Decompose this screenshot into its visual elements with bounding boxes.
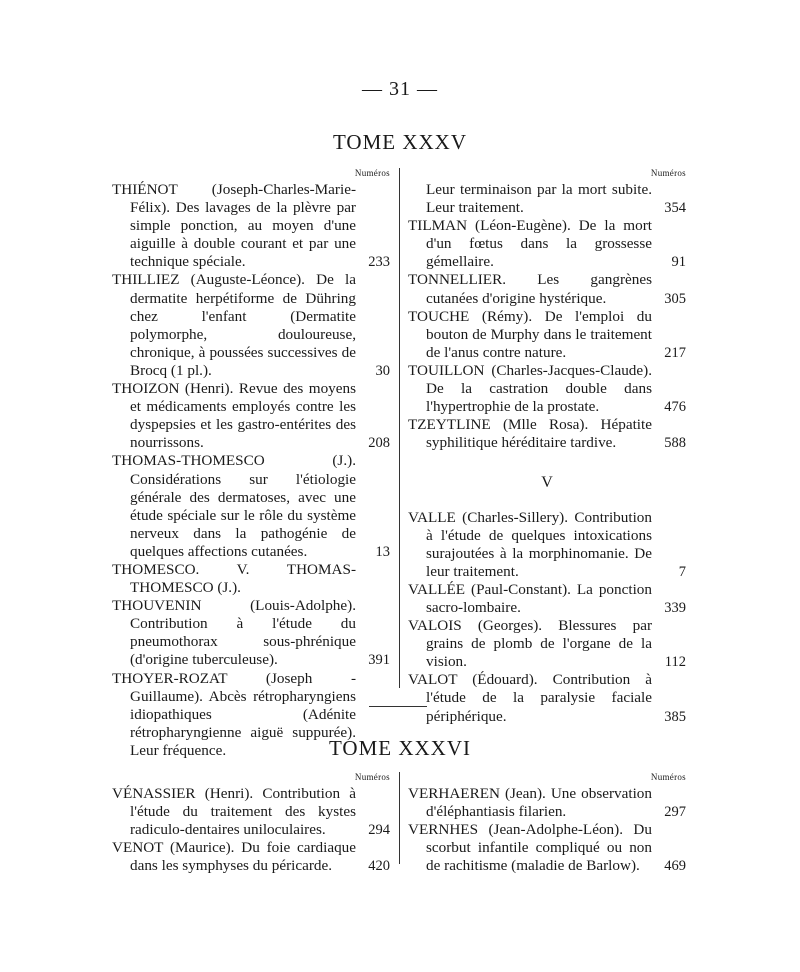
tome-36-left-column — [112, 772, 390, 875]
entry-text: VALOIS (Georges). Blessures par grains de plomb de l'organe de la vision. — [408, 617, 652, 671]
entry-text: VALOT (Édouard). Contribution à l'étude de la paralysie faciale périphérique. — [408, 671, 652, 725]
entry-text: VÉNASSIER (Henri). Contribution à l'étude du traitement des kystes radiculo-dentaires uniloculaires. — [112, 785, 356, 839]
index-entry — [112, 452, 390, 561]
index-entry — [112, 181, 390, 271]
entry-number: 13 — [375, 543, 390, 560]
entry-number: 30 — [375, 362, 390, 379]
entry-number: 420 — [368, 858, 390, 875]
section-divider — [369, 706, 427, 707]
entry-number: 297 — [664, 804, 686, 821]
page-number: — 31 — — [362, 78, 438, 100]
entry-number: 217 — [664, 344, 686, 361]
entry-number: 391 — [368, 652, 390, 669]
index-entry — [408, 181, 686, 217]
column-divider — [399, 772, 400, 864]
index-entry — [408, 308, 686, 362]
entry-text: VENOT (Maurice). Du foie cardiaque dans les symphyses du péricarde. — [112, 839, 356, 875]
entry-list — [112, 181, 390, 760]
entry-number: 305 — [664, 290, 686, 307]
entry-number: 469 — [664, 858, 686, 875]
index-entry — [408, 217, 686, 271]
index-entry — [408, 581, 686, 617]
tome-35-left-column — [112, 168, 390, 760]
entry-text: TOUILLON (Charles-Jacques-Claude). De la castration double dans l'hypertrophie de la prostate. — [408, 361, 652, 416]
entry-list — [408, 509, 686, 726]
entry-text: TZEYTLINE (Mlle Rosa). Hépatite syphilitique héréditaire tardive. — [408, 416, 652, 452]
entry-text: THOMESCO. V. THOMAS-THOMESCO (J.). — [112, 560, 356, 597]
entry-number: 233 — [368, 254, 390, 271]
entry-number: 91 — [671, 254, 686, 271]
index-entry — [408, 785, 686, 821]
entry-list — [408, 181, 686, 452]
index-entry — [408, 671, 686, 725]
entry-text: THOYER-ROZAT (Joseph - Guillaume). Abcès rétropharyngiens idiopathiques (Adénite rétropharyngienne aiguë suppurée). Leur fréquence. — [112, 669, 356, 759]
entry-text: VALLE (Charles-Sillery). Contribution à l'étude de quelques intoxications surajoutées à la morphinomanie. De leur traitement. — [408, 508, 652, 580]
entry-list — [408, 785, 686, 875]
index-entry — [408, 416, 686, 452]
section-letter: V — [541, 474, 553, 492]
column-divider — [399, 168, 400, 688]
entry-text: VALLÉE (Paul-Constant). La ponction sacro-lombaire. — [408, 580, 652, 616]
entry-number: 294 — [368, 822, 390, 839]
entry-text: TONNELLIER. Les gangrènes cutanées d'origine hystérique. — [408, 271, 652, 307]
entry-text: THOIZON (Henri). Revue des moyens et médicaments employés contre les dyspepsies et les gastro-entérites des nourrissons. — [112, 380, 356, 452]
entry-number: 7 — [678, 563, 686, 580]
entry-text: THOMAS-THOMESCO (J.). Considérations sur l'étiologie générale des dermatoses, avec une étude spéciale sur le rôle du système nerveux dans la pathogénie de quelques affections cutanées. — [112, 452, 356, 560]
index-entry — [408, 509, 686, 581]
entry-text: TOUCHE (Rémy). De l'emploi du bouton de Murphy dans le traitement de l'anus contre nature. — [408, 307, 652, 361]
index-entry — [112, 597, 390, 669]
entry-list — [112, 785, 390, 875]
index-entry — [112, 785, 390, 839]
tome-35-title: TOME XXXV — [332, 130, 468, 154]
entry-text: THIÉNOT (Joseph-Charles-Marie-Félix). Des lavages de la plèvre par simple ponction, au moyen d'une aiguille à double courant et par une technique spéciale. — [112, 181, 356, 271]
entry-text: THOUVENIN (Louis-Adolphe). Contribution à l'étude du pneumothorax sous-phrénique (d'origine tuberculeuse). — [112, 597, 356, 669]
index-entry — [112, 561, 390, 597]
entry-text: Leur terminaison par la mort subite. Leur traitement. — [426, 181, 652, 217]
index-entry — [408, 362, 686, 416]
index-entry — [112, 271, 390, 380]
index-entry — [112, 380, 390, 452]
entry-number: 476 — [664, 399, 686, 416]
entry-number: 339 — [664, 599, 686, 616]
index-entry — [408, 271, 686, 307]
tome-36-right-column — [408, 772, 686, 875]
entry-text: VERNHES (Jean-Adolphe-Léon). Du scorbut infantile compliqué ou non de rachitisme (maladie de Barlow). — [408, 821, 652, 875]
numeros-label: Numéros — [650, 168, 686, 178]
index-entry — [408, 821, 686, 875]
numeros-label: Numéros — [354, 168, 390, 178]
index-entry — [408, 617, 686, 671]
entry-text: THILLIEZ (Auguste-Léonce). De la dermatite herpétiforme de Dühring chez l'enfant (Dermatite polymorphe, douloureuse, chronique, à poussées successives de Brocq (1 pl.). — [112, 271, 356, 379]
numeros-label: Numéros — [354, 772, 390, 782]
entry-number: 354 — [664, 200, 686, 217]
entry-number: 385 — [664, 708, 686, 725]
index-entry — [112, 839, 390, 875]
tome-35-right-column — [408, 168, 686, 726]
numeros-label: Numéros — [650, 772, 686, 782]
entry-text: VERHAEREN (Jean). Une observation d'éléphantiasis filarien. — [408, 785, 652, 821]
entry-number: 588 — [664, 435, 686, 452]
entry-text: TILMAN (Léon-Eugène). De la mort d'un fœtus dans la grossesse gémellaire. — [408, 217, 652, 271]
entry-number: 208 — [368, 435, 390, 452]
tome-36-title: TOME XXXVI — [328, 736, 472, 760]
entry-number: 112 — [664, 654, 686, 671]
